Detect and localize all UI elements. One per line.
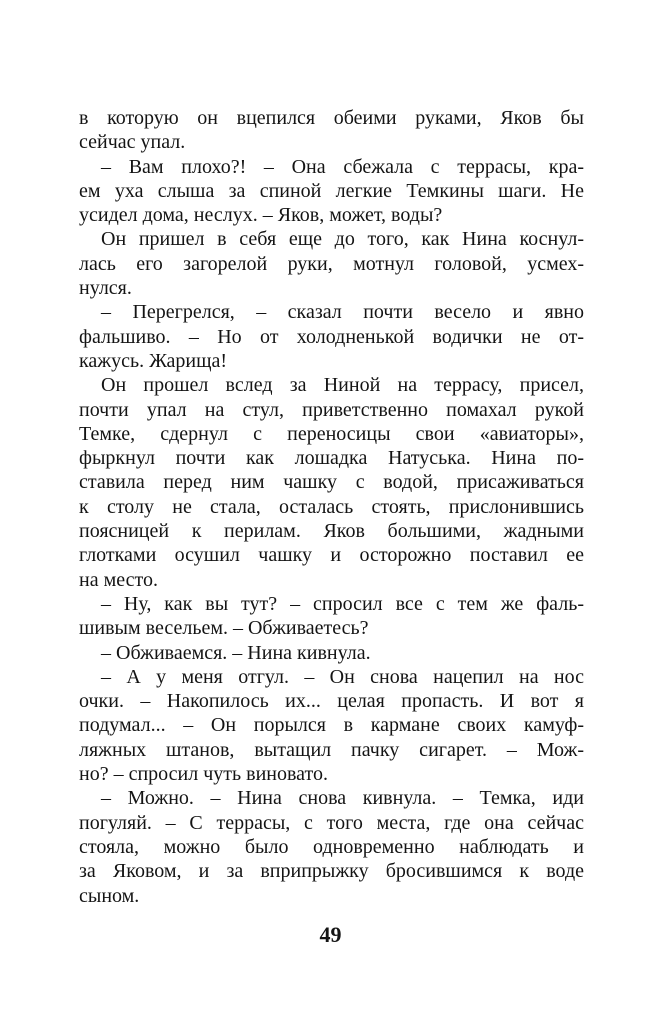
text-line: глотками осушил чашку и осторожно поставил ее [79, 544, 584, 567]
text-line: к столу не стала, осталась стоять, прислонившись [79, 495, 584, 518]
text-line: за Яковом, и за вприпрыжку бросившимся к воде [79, 860, 584, 883]
text-line: шивым весельем. – Обживаетесь? [79, 617, 369, 640]
text-line: Он прошел вслед за Ниной на террасу, присел, [101, 374, 584, 397]
text-line: погуляй. – С террасы, с того места, где она сейчас [79, 811, 584, 834]
text-line: – Вам плохо?! – Она сбежала с террасы, кра- [101, 155, 584, 178]
text-line: кажусь. Жарища! [79, 349, 228, 372]
text-line: усидел дома, неслух. – Яков, может, воды? [79, 204, 443, 227]
page-number: 49 [319, 922, 342, 947]
text-line: лась его загорелой руки, мотнул головой, усмех- [79, 252, 584, 275]
text-line: стояла, можно было одновременно наблюдать и [79, 835, 584, 858]
text-line: но? – спросил чуть виновато. [79, 763, 329, 786]
text-line: ставила перед ним чашку с водой, присаживаться [79, 471, 584, 494]
text-line: – Перегрелся, – сказал почти весело и явно [101, 301, 584, 324]
text-line: на место. [79, 568, 158, 591]
text-line: сыном. [79, 884, 140, 907]
text-line: – А у меня отгул. – Он снова нацепил на нос [101, 665, 584, 688]
text-line: очки. – Накопилось их... целая пропасть. И вот я [79, 690, 584, 713]
text-line: Он пришел в себя еще до того, как Нина коснул- [101, 228, 584, 251]
text-line: – Обживаемся. – Нина кивнула. [101, 641, 371, 664]
text-line: Темке, сдернул с переносицы свои «авиаторы», [79, 422, 584, 445]
body-text [79, 106, 584, 908]
text-line: поясницей к перилам. Яков большими, жадными [79, 520, 584, 543]
text-line: – Можно. – Нина снова кивнула. – Темка, иди [101, 787, 584, 810]
text-line: подумал... – Он порылся в кармане своих камуф- [79, 714, 584, 737]
text-line: сейчас упал. [79, 131, 186, 154]
text-line: – Ну, как вы тут? – спросил все с тем же фаль- [101, 592, 584, 615]
text-line: ем уха слыша за спиной легкие Темкины шаги. Не [79, 179, 584, 202]
text-line: фальшиво. – Но от холодненькой водички не от- [79, 325, 584, 348]
text-line: фыркнул почти как лошадка Натуська. Нина по- [79, 447, 584, 470]
text-line: ляжных штанов, вытащил пачку сигарет. – Мож- [79, 738, 584, 761]
text-line: почти упал на стул, приветственно помахал рукой [79, 398, 584, 421]
text-line: в которую он вцепился обеими руками, Яков бы [79, 107, 584, 129]
text-line: нулся. [79, 277, 132, 300]
